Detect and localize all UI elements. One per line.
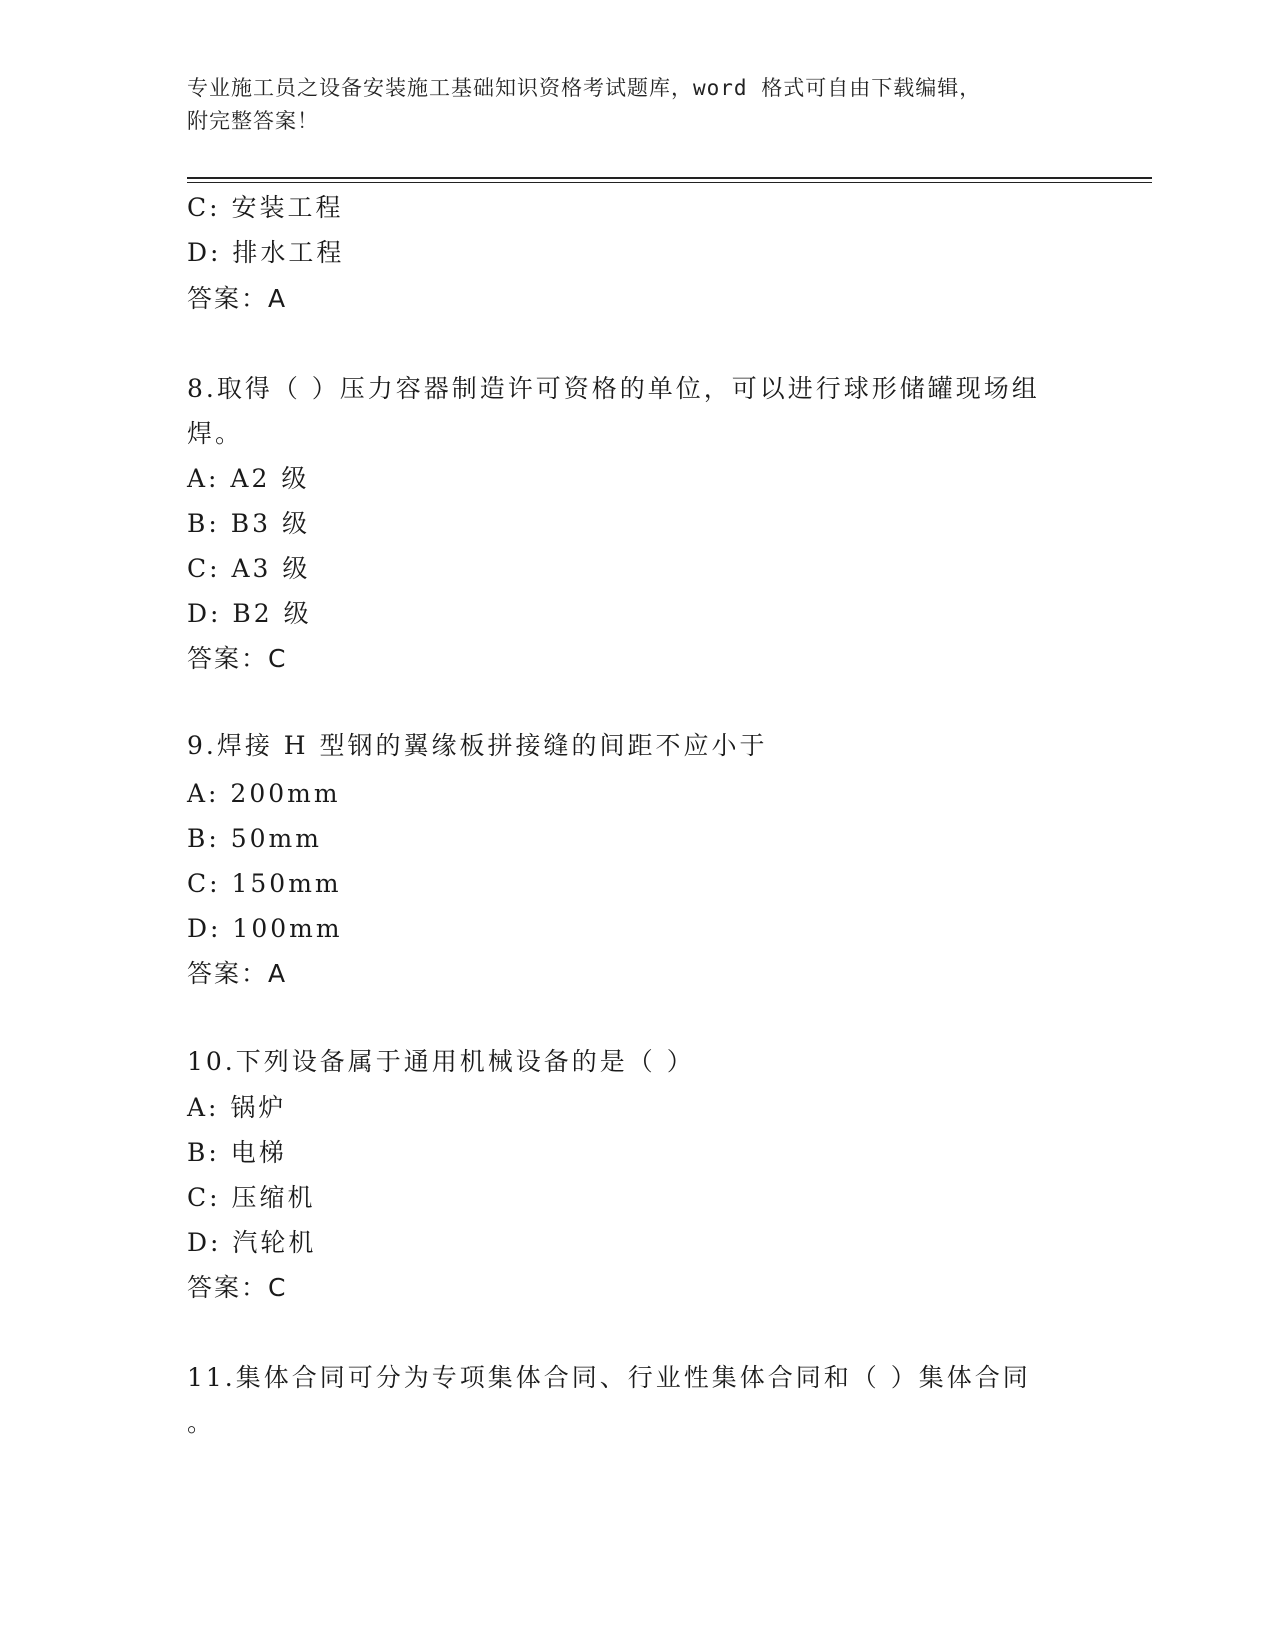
- q8-option-d: D: B2 级: [187, 599, 312, 628]
- q8-stem-line-2: 焊。: [187, 419, 244, 448]
- q9-stem: 9.焊接 H 型钢的翼缘板拼接缝的间距不应小于: [187, 731, 768, 760]
- header-divider-thin: [187, 182, 1152, 183]
- header-title-line-1: 专业施工员之设备安装施工基础知识资格考试题库，word 格式可自由下载编辑，: [187, 76, 982, 100]
- q8-stem-line-1: 8.取得（ ）压力容器制造许可资格的单位，可以进行球形储罐现场组: [187, 374, 1040, 403]
- q7-option-d: D: 排水工程: [187, 238, 345, 267]
- q11-stem-line-1: 11.集体合同可分为专项集体合同、行业性集体合同和（ ）集体合同: [187, 1363, 1031, 1392]
- q9-option-d: D: 100mm: [187, 914, 343, 943]
- q9-option-c: C: 150mm: [187, 869, 342, 898]
- q9-option-a: A: 200mm: [187, 779, 341, 808]
- q9-answer: 答案：A: [187, 959, 288, 988]
- q10-answer: 答案：C: [187, 1273, 288, 1302]
- document-header: [187, 72, 1067, 138]
- q8-option-c: C: A3 级: [187, 554, 311, 583]
- q8-answer: 答案：C: [187, 644, 288, 673]
- q10-stem: 10.下列设备属于通用机械设备的是（ ）: [187, 1047, 695, 1076]
- q9-option-b: B: 50mm: [187, 824, 322, 853]
- header-title-line-2: 附完整答案！: [187, 109, 319, 133]
- q11-stem-line-2: 。: [187, 1408, 216, 1437]
- q8-option-a: A: A2 级: [187, 464, 310, 493]
- q10-option-a: A: 锅炉: [187, 1093, 287, 1122]
- q10-option-b: B: 电梯: [187, 1138, 287, 1167]
- q10-option-d: D: 汽轮机: [187, 1228, 317, 1257]
- q7-answer: 答案：A: [187, 284, 288, 313]
- header-divider-thick: [187, 177, 1152, 179]
- q8-option-b: B: B3 级: [187, 509, 310, 538]
- q10-option-c: C: 压缩机: [187, 1183, 316, 1212]
- q7-option-c: C: 安装工程: [187, 193, 344, 222]
